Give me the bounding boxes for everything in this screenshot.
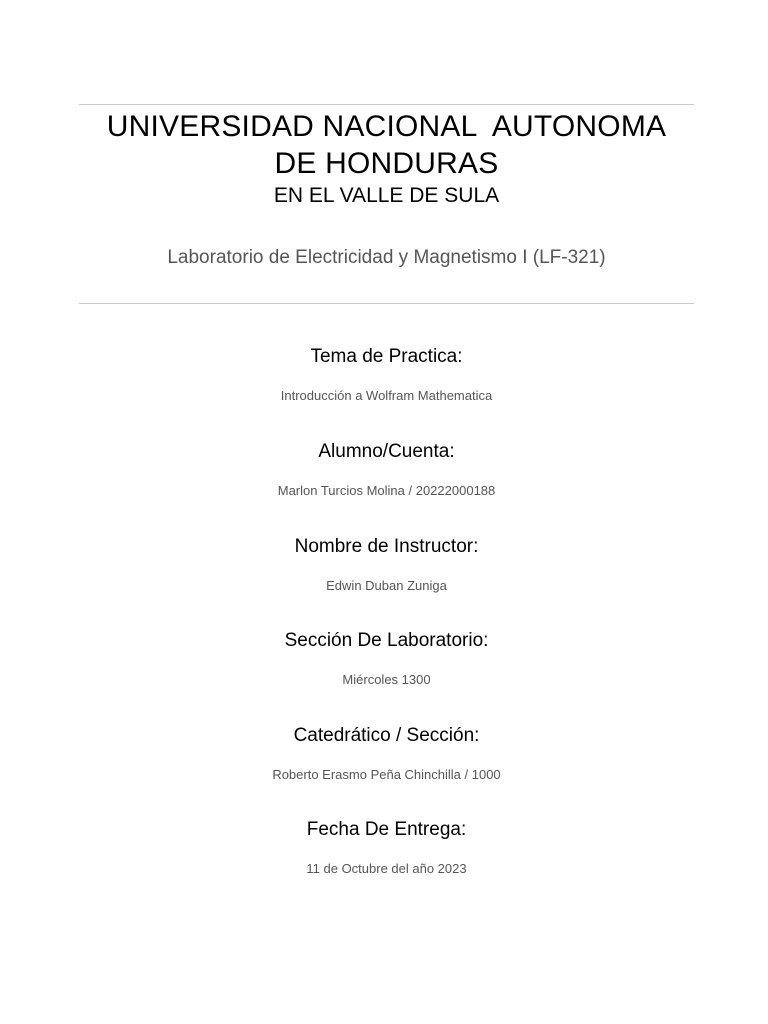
course-title: Laboratorio de Electricidad y Magnetismo I (LF-321) [167,247,606,268]
section-value: Marlon Turcios Molina / 20222000188 [277,483,496,498]
university-name-line1: UNIVERSIDAD NACIONAL AUTONOMA [106,110,667,143]
section-label: Alumno/Cuenta: [318,441,455,462]
section-value: Miércoles 1300 [342,672,431,687]
section-instructor [79,535,694,595]
section-laboratorio [79,629,694,689]
campus-name: EN EL VALLE DE SULA [273,184,500,207]
section-label: Tema de Practica: [310,346,463,367]
section-catedratico [79,724,694,784]
section-value: Roberto Erasmo Peña Chinchilla / 1000 [272,767,501,782]
section-label: Nombre de Instructor: [294,536,479,557]
section-label: Catedrático / Sección: [293,725,480,746]
section-alumno [79,440,694,500]
section-label: Sección De Laboratorio: [284,630,489,651]
section-value: Introducción a Wolfram Mathematica [280,388,493,403]
section-fecha [79,818,694,878]
university-name-line2: DE HONDURAS [274,147,499,180]
section-label: Fecha De Entrega: [306,819,467,840]
section-value: Edwin Duban Zuniga [326,578,447,593]
top-divider [79,104,694,105]
title-block [79,108,694,210]
section-value: 11 de Octubre del año 2023 [306,861,467,876]
section-tema [79,345,694,405]
bottom-divider [79,303,694,304]
